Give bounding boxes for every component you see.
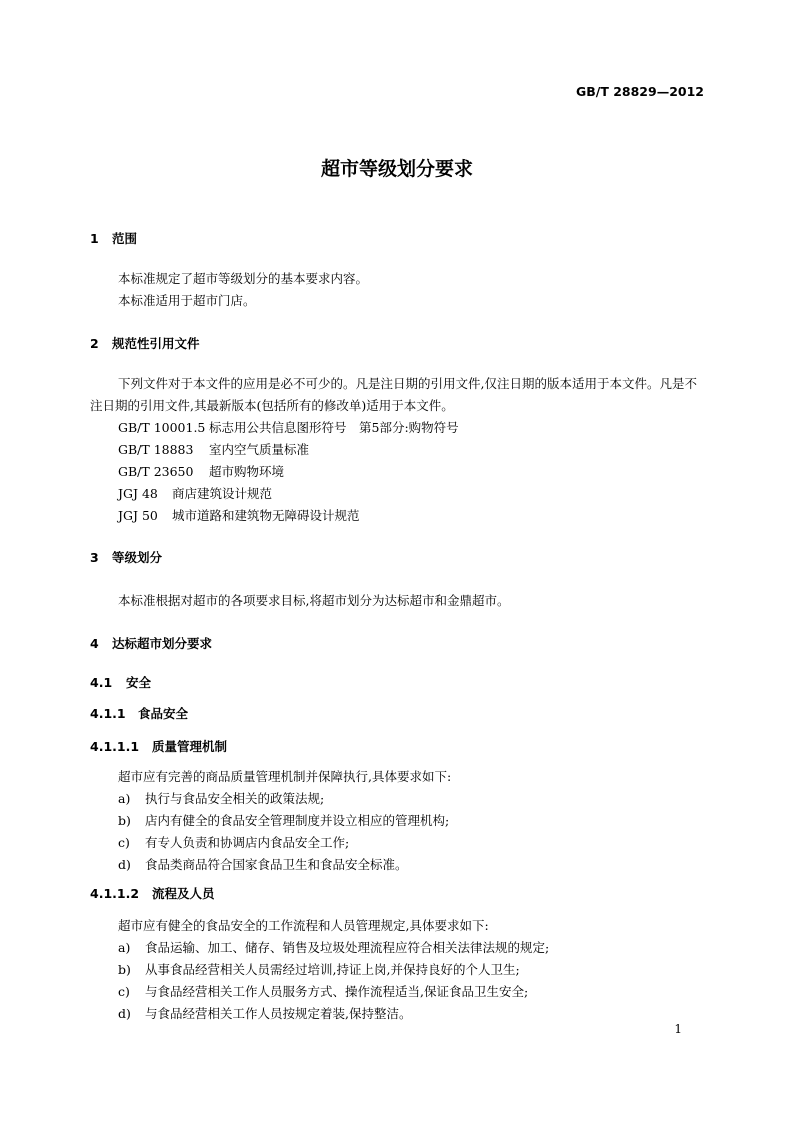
paragraph: 本标准根据对超市的各项要求目标,将超市划分为达标超市和金鼎超市。 bbox=[118, 593, 510, 608]
reference-code: GB/T 23650 bbox=[118, 464, 194, 479]
section-title: 范围 bbox=[112, 231, 138, 246]
section-title: 规范性引用文件 bbox=[112, 336, 200, 351]
document-title: 超市等级划分要求 bbox=[320, 158, 473, 180]
list-item bbox=[118, 982, 528, 1000]
subsection-4-1-heading bbox=[90, 673, 151, 691]
subsection-4-1-1-1-heading bbox=[90, 737, 227, 755]
section-title: 食品安全 bbox=[138, 706, 189, 721]
list-item-label: b) bbox=[118, 962, 131, 977]
reference-code: GB/T 10001.5 bbox=[118, 420, 206, 435]
section-4-heading bbox=[90, 634, 212, 652]
reference-item bbox=[118, 440, 309, 458]
section-number: 4.1.1.2 bbox=[90, 886, 140, 901]
list-item bbox=[118, 1004, 411, 1022]
list-item-text: 食品运输、加工、储存、销售及垃圾处理流程应符合相关法律法规的规定; bbox=[145, 940, 550, 955]
reference-title: 超市购物环境 bbox=[209, 464, 285, 479]
list-item-label: d) bbox=[118, 1006, 131, 1021]
section-1-heading bbox=[90, 229, 137, 247]
reference-title: 室内空气质量标准 bbox=[209, 442, 310, 457]
reference-item bbox=[118, 418, 459, 436]
list-item-label: c) bbox=[118, 835, 130, 850]
reference-title: 商店建筑设计规范 bbox=[172, 486, 273, 501]
reference-code: GB/T 18883 bbox=[118, 442, 194, 457]
section-title: 流程及人员 bbox=[152, 886, 215, 901]
page-number: 1 bbox=[674, 1022, 682, 1036]
list-item-label: d) bbox=[118, 857, 131, 872]
section-number: 4.1 bbox=[90, 675, 113, 690]
standard-number: GB/T 28829—2012 bbox=[575, 84, 704, 99]
list-item bbox=[118, 855, 408, 873]
section-number: 4 bbox=[90, 636, 99, 651]
list-item-label: a) bbox=[118, 940, 131, 955]
section-2-heading bbox=[90, 334, 200, 352]
paragraph: 本标准规定了超市等级划分的基本要求内容。 bbox=[118, 271, 369, 286]
reference-code: JGJ 48 bbox=[118, 486, 158, 501]
list-item bbox=[118, 960, 520, 978]
reference-item bbox=[118, 484, 272, 502]
reference-item bbox=[118, 506, 360, 524]
paragraph: 超市应有完善的商品质量管理机制并保障执行,具体要求如下: bbox=[118, 769, 452, 784]
list-item bbox=[118, 789, 324, 807]
section-number: 4.1.1 bbox=[90, 706, 126, 721]
reference-item bbox=[118, 462, 284, 480]
reference-title: 城市道路和建筑物无障碍设计规范 bbox=[172, 508, 360, 523]
list-item-text: 从事食品经营相关人员需经过培训,持证上岗,并保持良好的个人卫生; bbox=[145, 962, 520, 977]
section-3-heading bbox=[90, 548, 162, 566]
paragraph: 下列文件对于本文件的应用是必不可少的。凡是注日期的引用文件,仅注日期的版本适用于本文件。凡是不注日期的引用文件,其最新版本(包括所有的修改单)适用于本文件。 bbox=[90, 376, 697, 413]
section-number: 2 bbox=[90, 336, 99, 351]
section-title: 等级划分 bbox=[112, 550, 163, 565]
list-item-text: 与食品经营相关工作人员按规定着装,保持整洁。 bbox=[145, 1006, 412, 1021]
list-item-label: c) bbox=[118, 984, 130, 999]
section-number: 4.1.1.1 bbox=[90, 739, 140, 754]
list-item bbox=[118, 811, 449, 829]
list-item-text: 有专人负责和协调店内食品安全工作; bbox=[145, 835, 350, 850]
paragraph: 超市应有健全的食品安全的工作流程和人员管理规定,具体要求如下: bbox=[118, 918, 489, 933]
section-title: 达标超市划分要求 bbox=[112, 636, 213, 651]
paragraph: 本标准适用于超市门店。 bbox=[118, 293, 256, 308]
reference-code: JGJ 50 bbox=[118, 508, 158, 523]
list-item-text: 店内有健全的食品安全管理制度并设立相应的管理机构; bbox=[145, 813, 450, 828]
section-number: 3 bbox=[90, 550, 99, 565]
reference-title: 标志用公共信息图形符号 第5部分:购物符号 bbox=[209, 420, 459, 435]
section-title: 质量管理机制 bbox=[152, 739, 228, 754]
subsection-4-1-1-heading bbox=[90, 704, 188, 722]
section-title: 安全 bbox=[126, 675, 152, 690]
list-item bbox=[118, 833, 349, 851]
list-item-text: 与食品经营相关工作人员服务方式、操作流程适当,保证食品卫生安全; bbox=[145, 984, 529, 999]
section-number: 1 bbox=[90, 231, 99, 246]
subsection-4-1-1-2-heading bbox=[90, 884, 215, 902]
list-item-text: 食品类商品符合国家食品卫生和食品安全标准。 bbox=[145, 857, 408, 872]
list-item-label: b) bbox=[118, 813, 131, 828]
list-item-label: a) bbox=[118, 791, 131, 806]
list-item-text: 执行与食品安全相关的政策法规; bbox=[145, 791, 325, 806]
list-item bbox=[118, 938, 549, 956]
